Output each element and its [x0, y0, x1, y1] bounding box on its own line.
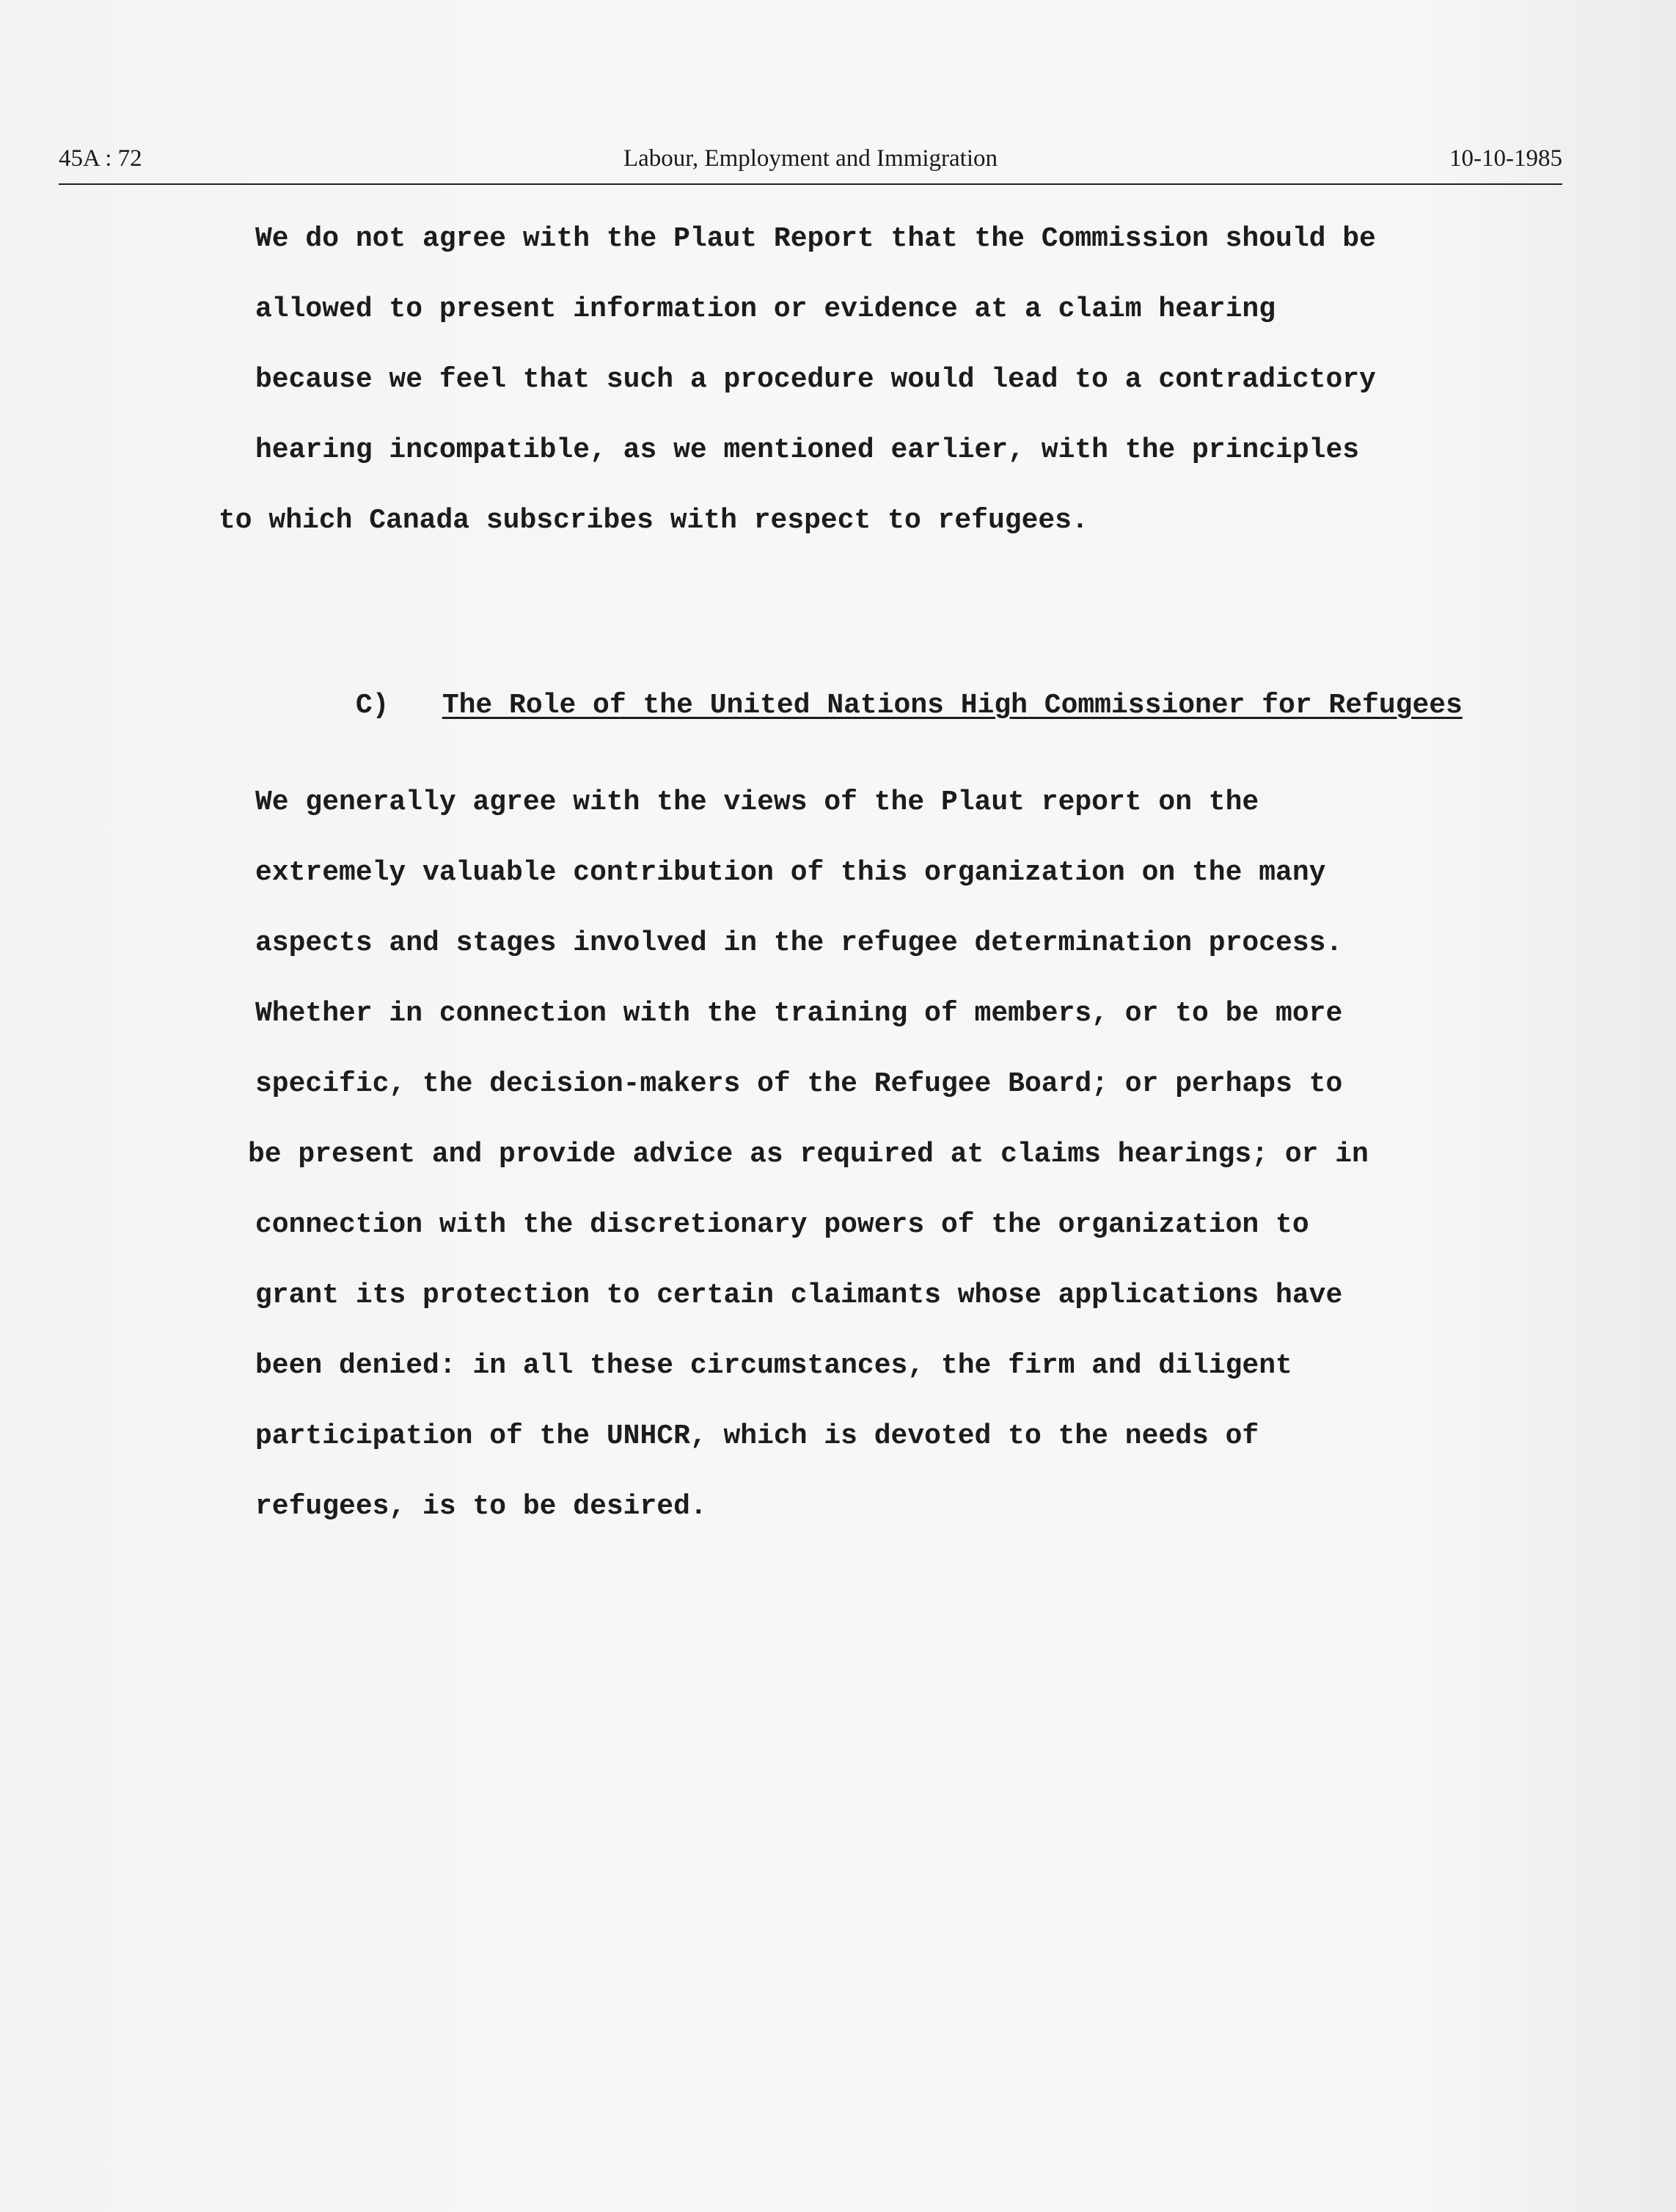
- paragraph-line: aspects and stages involved in the refugee determination process.: [255, 927, 1343, 959]
- paragraph-line: grant its protection to certain claimants whose applications have: [255, 1280, 1343, 1311]
- paragraph-line: been denied: in all these circumstances, the firm and diligent: [255, 1350, 1292, 1381]
- paragraph-line: We generally agree with the views of the Plaut report on the: [255, 786, 1259, 818]
- paragraph-line: extremely valuable contribution of this organization on the many: [255, 857, 1326, 888]
- paragraph-line: connection with the discretionary powers of the organization to: [255, 1209, 1309, 1241]
- header-title: Labour, Employment and Immigration: [623, 145, 998, 172]
- section-title: The Role of the United Nations High Commissioner for Refugees: [442, 690, 1463, 721]
- paragraph-line: refugees, is to be desired.: [255, 1491, 707, 1522]
- paragraph-line: Whether in connection with the training of members, or to be more: [255, 998, 1343, 1029]
- section-label: C): [355, 690, 389, 721]
- paragraph-line: specific, the decision-makers of the Refugee Board; or perhaps to: [255, 1068, 1343, 1100]
- page-number: 45A : 72: [59, 145, 142, 172]
- paragraph-line: allowed to present information or evidence at a claim hearing: [255, 293, 1276, 325]
- header-rule: [59, 183, 1562, 185]
- paragraph-line: participation of the UNHCR, which is devoted to the needs of: [255, 1420, 1259, 1452]
- paragraph-line: because we feel that such a procedure would lead to a contradictory: [255, 364, 1376, 395]
- section-heading: [255, 640, 1463, 772]
- paragraph-line: be present and provide advice as required at claims hearings; or in: [248, 1139, 1369, 1170]
- paragraph-line: hearing incompatible, as we mentioned earlier, with the principles: [255, 434, 1360, 466]
- paragraph-line: We do not agree with the Plaut Report that the Commission should be: [255, 223, 1376, 255]
- paragraph-line: to which Canada subscribes with respect to refugees.: [219, 505, 1088, 536]
- header-date: 10-10-1985: [1449, 145, 1562, 172]
- running-header: [59, 145, 1562, 189]
